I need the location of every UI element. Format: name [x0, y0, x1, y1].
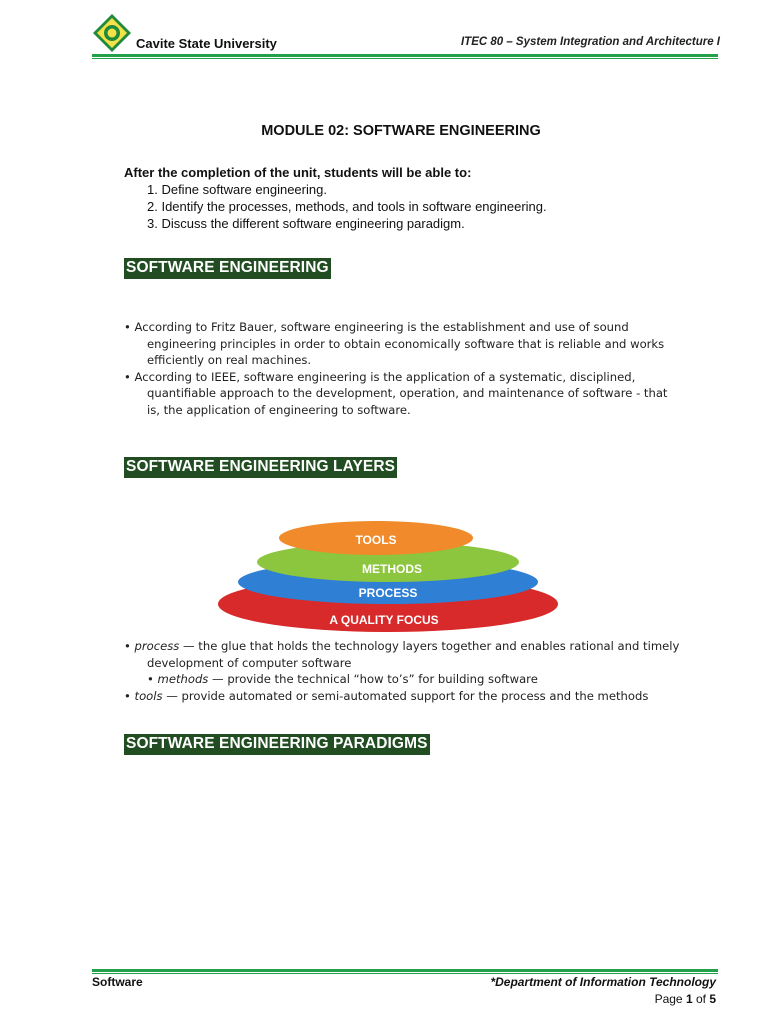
definition-bauer: • According to Fritz Bauer, software engineering is the establishment and use of sound engineering principles in order to obtain economically software that is reliable and works efficiently on real machines.: [124, 320, 665, 368]
page-total: 5: [709, 992, 716, 1006]
term-process: process: [134, 639, 180, 653]
process-label: PROCESS: [358, 586, 418, 600]
layer-tools-item: [124, 688, 684, 705]
section-heading-paradigms: SOFTWARE ENGINEERING PARADIGMS: [124, 734, 430, 755]
layer-methods-item: [124, 671, 684, 688]
definition-ieee: • According to IEEE, software engineering is the application of a systematic, disciplined, quantifiable approach to the development, operation, and maintenance of software - that is, the application of engineering to software.: [124, 369, 668, 417]
bullet: •: [147, 672, 158, 687]
layers-descriptions: [124, 638, 684, 704]
term-tools: tools: [134, 688, 163, 703]
footer-department: *Department of Information Technology: [490, 975, 716, 989]
software-engineering-definitions: [124, 319, 684, 419]
objectives-list: [147, 181, 547, 232]
footer-rule: [92, 969, 718, 972]
course-title: ITEC 80 – System Integration and Architecture I: [460, 36, 720, 48]
bullet: •: [124, 688, 135, 703]
university-name: Cavite State University: [136, 36, 277, 51]
objective-item: 3. Discuss the different software engineering paradigm.: [147, 216, 465, 231]
section-heading-layers: SOFTWARE ENGINEERING LAYERS: [124, 457, 397, 478]
module-title: MODULE 02: SOFTWARE ENGINEERING: [261, 123, 541, 139]
objective-item: 2. Identify the processes, methods, and tools in software engineering.: [147, 199, 547, 214]
page-number: [655, 992, 716, 1006]
tools-label: TOOLS: [355, 533, 397, 547]
tools-desc: — provide automated or semi-automated support for the process and the methods: [162, 688, 649, 703]
page-prefix: Page: [654, 992, 686, 1006]
section-heading-software-engineering: SOFTWARE ENGINEERING: [124, 258, 331, 279]
quality-label: A QUALITY FOCUS: [329, 613, 439, 627]
footer-rule-thin: [92, 973, 718, 974]
layers-diagram: [216, 516, 560, 634]
objectives-intro: After the completion of the unit, students will be able to:: [124, 165, 472, 180]
header-rule: [92, 54, 718, 57]
objective-item: 1. Define software engineering.: [147, 182, 327, 197]
footer-left: Software: [92, 975, 143, 989]
term-methods: methods: [157, 672, 209, 687]
header-rule-thin: [92, 58, 718, 59]
methods-desc: — provide the technical “how to’s” for building software: [208, 672, 538, 687]
page-of: of: [692, 992, 710, 1006]
bullet: •: [124, 639, 135, 653]
layer-process-item: [124, 638, 684, 671]
methods-label: METHODS: [362, 562, 422, 576]
university-logo: [92, 13, 132, 53]
page-current: 1: [685, 992, 693, 1006]
process-desc: — the glue that holds the technology layers together and enables rational and timely development of computer software: [147, 639, 680, 670]
